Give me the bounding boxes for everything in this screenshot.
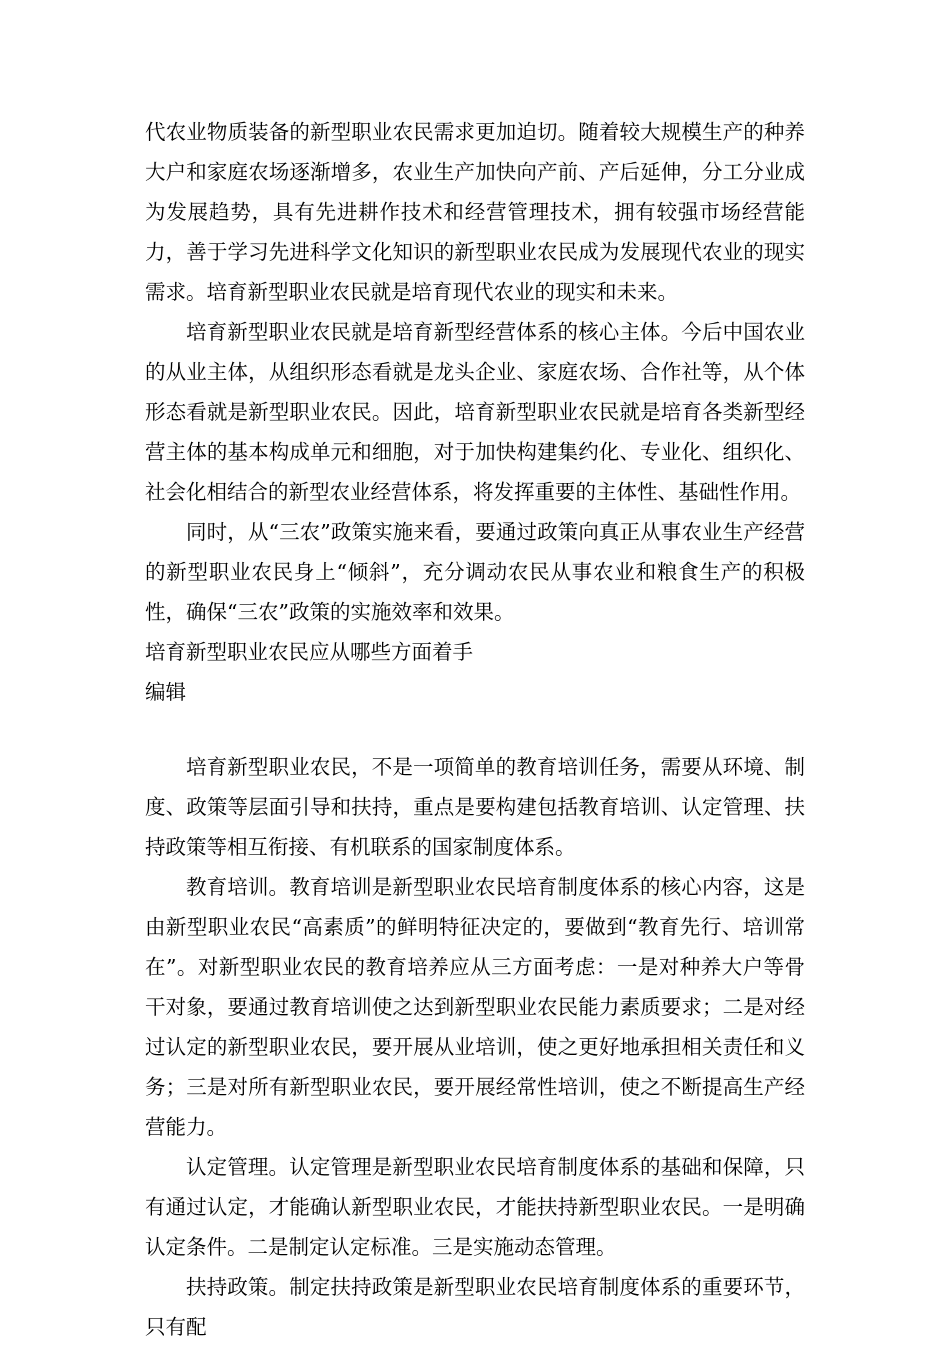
paragraph: 同时，从“三农”政策实施来看，要通过政策向真正从事农业生产经营的新型职业农民身上“倾斜”，充分调动农民从事农业和粮食生产的积极性，确保“三农”政策的实施效率和效果。 bbox=[145, 520, 805, 624]
document-body bbox=[145, 112, 805, 1347]
paragraph: 认定管理。认定管理是新型职业农民培育制度体系的基础和保障，只有通过认定，才能确认新型职业农民，才能扶持新型职业农民。一是明确认定条件。二是制定认定标准。三是实施动态管理。 bbox=[145, 1155, 805, 1259]
section-heading: 培育新型职业农民应从哪些方面着手 bbox=[145, 640, 473, 664]
paragraph: 培育新型职业农民，不是一项简单的教育培训任务，需要从环境、制度、政策等层面引导和扶持，重点是要构建包括教育培训、认定管理、扶持政策等相互衔接、有机联系的国家制度体系。 bbox=[145, 755, 805, 859]
paragraph: 培育新型职业农民就是培育新型经营体系的核心主体。今后中国农业的从业主体，从组织形态看就是龙头企业、家庭农场、合作社等，从个体形态看就是新型职业农民。因此，培育新型职业农民就是培育各类新型经营主体的基本构成单元和细胞，对于加快构建集约化、专业化、组织化、社会化相结合的新型农业经营体系，将发挥重要的主体性、基础性作用。 bbox=[145, 320, 805, 504]
paragraph: 教育培训。教育培训是新型职业农民培育制度体系的核心内容，这是由新型职业农民“高素质”的鲜明特征决定的，要做到“教育先行、培训常在”。对新型职业农民的教育培养应从三方面考虑：一是对种养大户等骨干对象，要通过教育培训使之达到新型职业农民能力素质要求；二是对经过认定的新型职业农民，要开展从业培训，使之更好地承担相关责任和义务；三是对所有新型职业农民，要开展经常性培训，使之不断提高生产经营能力。 bbox=[145, 875, 805, 1139]
paragraph-continued: 代农业物质装备的新型职业农民需求更加迫切。随着较大规模生产的种养大户和家庭农场逐渐增多，农业生产加快向产前、产后延伸，分工分业成为发展趋势，具有先进耕作技术和经营管理技术，拥有较强市场经营能力，善于学习先进科学文化知识的新型职业农民成为发展现代农业的现实需求。培育新型职业农民就是培育现代农业的现实和未来。 bbox=[145, 120, 805, 304]
paragraph-continues: 扶持政策。制定扶持政策是新型职业农民培育制度体系的重要环节，只有配 bbox=[145, 1275, 805, 1339]
section-spacer bbox=[145, 712, 805, 747]
edit-link[interactable]: 编辑 bbox=[145, 680, 186, 704]
